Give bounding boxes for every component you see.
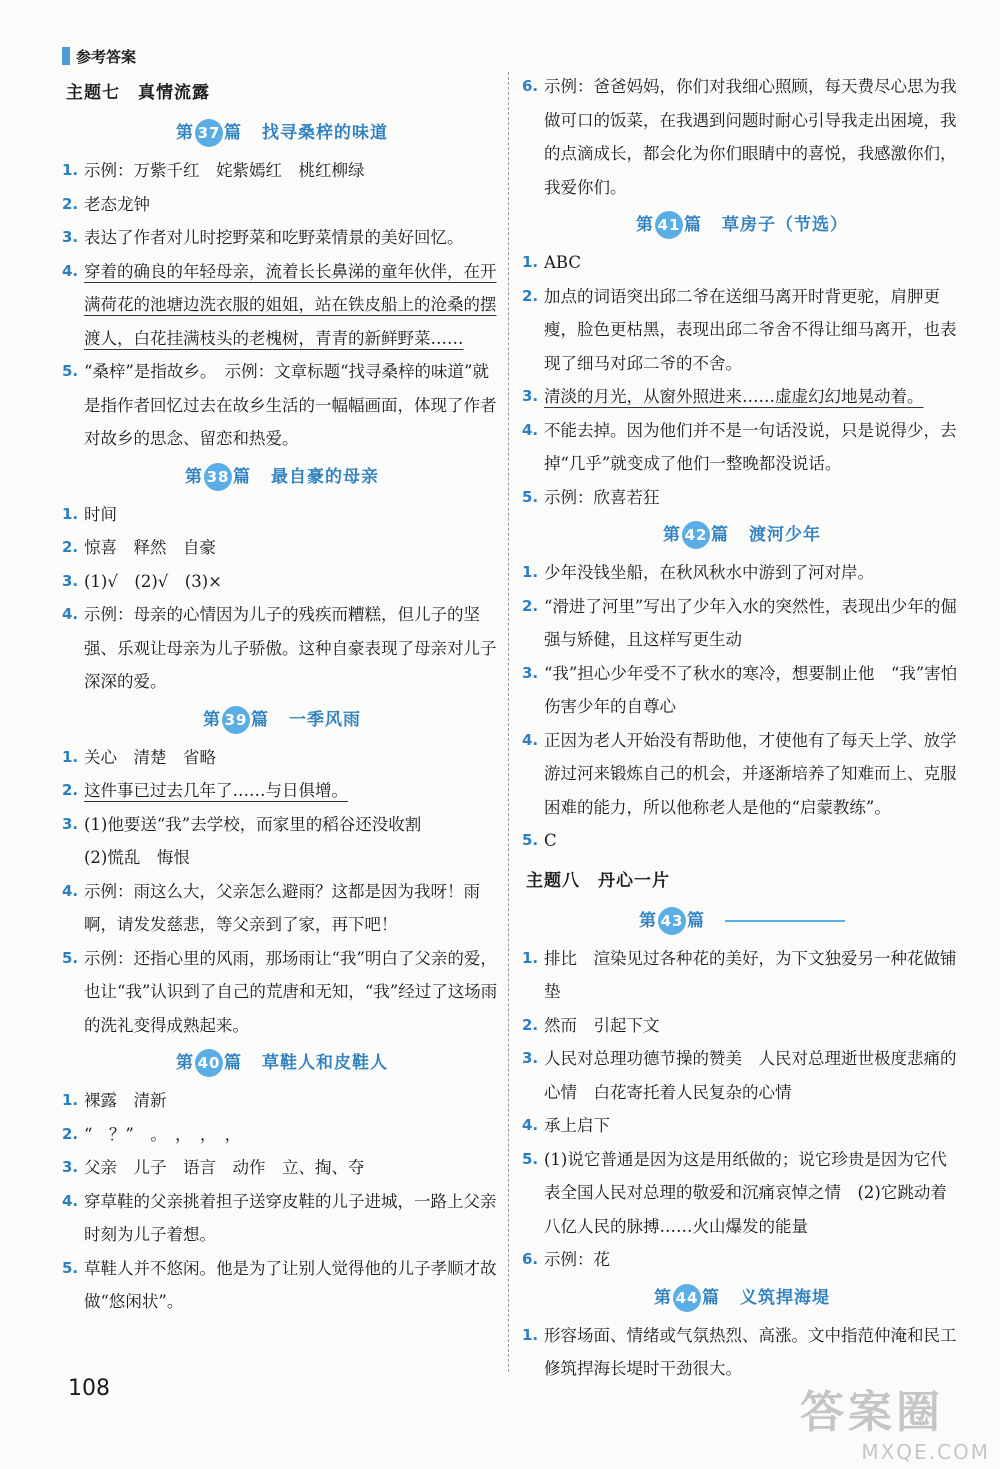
answer-item: 5. 草鞋人并不悠闲。他是为了让别人觉得他的儿子孝顺才故做“悠闲状”。 xyxy=(62,1258,497,1311)
section-heading: 第 42 篇 渡河少年 xyxy=(522,516,962,554)
section-title: 最自豪的母亲 xyxy=(271,466,379,487)
answer-item: 5. 示例：还指心里的风雨，那场雨让“我”明白了父亲的爱，也让“我”认识到了自己的荒唐和无知，“我”经过了这场雨的洗礼变得成熟起来。 xyxy=(62,948,498,1035)
section-heading: 第 41 篇 草房子（节选） xyxy=(522,206,962,244)
answer-item: 4. 承上启下 xyxy=(522,1116,610,1135)
answer-item: 5. 示例：欣喜若狂 xyxy=(522,487,660,507)
answer-continuation: (2)慌乱 悔恨 xyxy=(84,848,190,867)
section-number-badge: 42 xyxy=(682,521,710,549)
section-title-blank xyxy=(725,920,845,922)
answer-item: 2. “ ？” 。 ， ， ， xyxy=(62,1124,242,1144)
answer-item: 4. 穿草鞋的父亲挑着担子送穿皮鞋的儿子进城，一路上父亲时刻为儿子着想。 xyxy=(62,1191,497,1244)
answer-item: 3. 父亲 儿子 语言 动作 立、掏、夺 xyxy=(62,1158,365,1177)
watermark-top: 答案圈 xyxy=(800,1387,944,1438)
answer-item: 2. “滑进了河里”写出了少年入水的突然性，表现出少年的倔强与矫健，且这样写更生动 xyxy=(522,596,957,649)
answer-item: 3. (1)√ (2)√ (3)× xyxy=(62,571,222,591)
left-column xyxy=(62,70,502,1319)
theme-title: 主题七 真情流露 xyxy=(66,83,210,103)
answer-item: 3. 清淡的月光，从窗外照进来……虚虚幻幻地晃动着。 xyxy=(522,387,924,406)
answer-item: 3. 表达了作者对儿时挖野菜和吃野菜情景的美好回忆。 xyxy=(62,228,464,247)
page-header xyxy=(62,44,136,68)
section-number-badge: 40 xyxy=(195,1049,223,1077)
answer-item: 5. C xyxy=(522,831,557,850)
answer-item: 4. 不能去掉。因为他们并不是一句话没说，只是说得少，去掉“几乎”就变成了他们一整晚都没说话。 xyxy=(522,420,957,473)
section-heading: 第 40 篇 草鞋人和皮鞋人 xyxy=(62,1044,502,1082)
watermark-bottom: MXQE.COM xyxy=(861,1440,990,1464)
answer-item: 4. 穿着的确良的年轻母亲，流着长长鼻涕的童年伙伴，在开满荷花的池塘边洗衣服的姐姐，站在铁皮船上的沧桑的摆渡人，白花挂满枝头的老槐树，青青的新鲜野菜…… xyxy=(62,261,497,348)
column-divider xyxy=(508,72,509,1372)
answer-item: 2. 然而 引起下文 xyxy=(522,1015,660,1035)
section-title: 一季风雨 xyxy=(289,709,361,730)
answer-item: 4. 示例：母亲的心情因为儿子的残疾而糟糕，但儿子的坚强、乐观让母亲为儿子骄傲。这种自豪表现了母亲对儿子深深的爱。 xyxy=(62,605,497,691)
section-number-badge: 39 xyxy=(222,706,250,734)
answer-item: 1. 时间 xyxy=(62,504,117,524)
watermark-logo xyxy=(800,1376,990,1464)
section-number-badge: 38 xyxy=(204,463,232,491)
section-number-badge: 43 xyxy=(658,907,686,935)
page-number: 108 xyxy=(68,1376,110,1401)
answer-item: 5. “桑梓”是指故乡。 示例：文章标题“找寻桑梓的味道”就是指作者回忆过去在故乡生活的一幅幅画面，体现了作者对故乡的思念、留恋和热爱。 xyxy=(62,362,497,448)
answer-item: 1. ABC xyxy=(522,253,581,272)
answer-item: 6. 示例：爸爸妈妈，你们对我细心照顾，每天费尽心思为我做可口的饭菜，在我遇到问题时耐心引导我走出困境，我的点滴成长，都会化为你们眼睛中的喜悦，我感激你们，我爱你们。 xyxy=(522,77,957,197)
section-title: 找寻桑梓的味道 xyxy=(262,123,388,143)
section-heading: 第 43 篇 xyxy=(522,902,962,940)
answer-item: 3. “我”担心少年受不了秋水的寒冷，想要制止他 “我”害怕伤害少年的自尊心 xyxy=(522,663,958,716)
answer-item: 2. 加点的词语突出邱二爷在送细马离开时背更驼，肩胛更瘦，脸色更枯黑，表现出邱二爷舍不得让细马离开，也表现了细马对邱二爷的不舍。 xyxy=(522,286,957,373)
section-heading: 第 38 篇 最自豪的母亲 xyxy=(62,458,502,496)
answer-item: 4. 正因为老人开始没有帮助他，才使他有了每天上学、放学游过河来锻炼自己的机会，并逐渐培养了知难而上、克服困难的能力，所以他称老人是他的“启蒙教练”。 xyxy=(522,730,957,817)
section-title: 义筑捍海堤 xyxy=(740,1287,830,1308)
section-number-badge: 41 xyxy=(655,211,683,239)
answer-item: 1. 示例：万紫千红 姹紫嫣红 桃红柳绿 xyxy=(62,161,365,180)
answer-item: 1. 排比 渲染见过各种花的美好，为下文独爱另一种花做铺垫 xyxy=(522,948,957,1001)
section-heading: 第 44 篇 义筑捍海堤 xyxy=(522,1279,962,1317)
answer-item: 2. 惊喜 释然 自豪 xyxy=(62,538,216,557)
answer-item: 5. (1)说它普通是因为这是用纸做的；说它珍贵是因为它代表全国人民对总理的敬爱和沉痛哀悼之情 (2)它跳动着八亿人民的脉搏……火山爆发的能量 xyxy=(522,1149,947,1236)
section-number-badge: 37 xyxy=(195,119,223,147)
answer-item: 2. 老态龙钟 xyxy=(62,194,150,214)
answer-item: 1. 形容场面、情绪或气氛热烈、高涨。文中指范仲淹和民工修筑捍海长堤时干劲很大。 xyxy=(522,1325,957,1378)
section-title: 草鞋人和皮鞋人 xyxy=(262,1053,388,1073)
answer-item: 6. 示例：花 xyxy=(522,1250,610,1269)
theme-title: 主题八 丹心一片 xyxy=(526,870,670,891)
answer-item: 1. 少年没钱坐船，在秋风秋水中游到了河对岸。 xyxy=(522,563,874,582)
section-title: 草房子（节选） xyxy=(722,215,848,235)
header-label: 参考答案 xyxy=(76,47,137,66)
answer-item: 4. 示例：雨这么大，父亲怎么避雨？这都是因为我呀！雨啊，请发发慈悲，等父亲到了家，再下吧！ xyxy=(62,881,480,934)
section-number-badge: 44 xyxy=(673,1284,701,1312)
section-heading: 第 39 篇 一季风雨 xyxy=(62,701,502,739)
section-title: 渡河少年 xyxy=(749,525,821,545)
answer-item: 1. 裸露 清新 xyxy=(62,1091,167,1110)
header-mark-icon xyxy=(62,47,70,65)
answer-item: 3. 人民对总理功德节操的赞美 人民对总理逝世极度悲痛的心情 白花寄托着人民复杂的心情 xyxy=(522,1049,957,1102)
section-heading: 第 37 篇 找寻桑梓的味道 xyxy=(62,114,502,152)
answer-item: 3. (1)他要送“我”去学校，而家里的稻谷还没收割 xyxy=(62,814,422,834)
right-column xyxy=(522,70,962,1386)
answer-item: 1. 关心 清楚 省略 xyxy=(62,747,216,767)
answer-item: 2. 这件事已过去几年了……与日俱增。 xyxy=(62,781,348,800)
